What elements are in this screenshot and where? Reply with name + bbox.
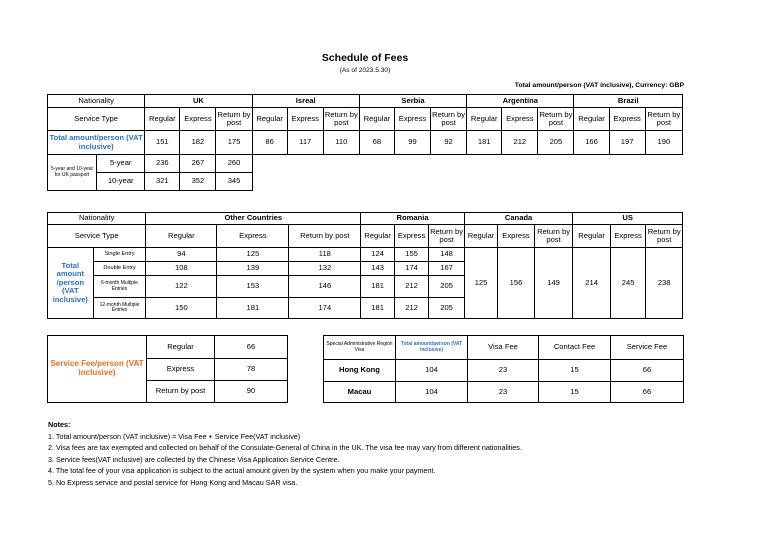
fee-cell: 205 [538, 131, 574, 155]
fee-cell: 155 [394, 248, 428, 262]
note-item: 3. Service fees(VAT inclusive) are collected by the Chinese Visa Application Service Centre. [48, 454, 340, 464]
service-type-cell: Express [147, 359, 215, 381]
sar-total-header: Total amount/person (VAT inclusive) [396, 336, 468, 360]
visa-fee-header: Visa Fee [468, 336, 539, 360]
country-header: Serbia [359, 95, 466, 108]
service-fee-label: Service Fee/person (VAT inclusive) [48, 336, 147, 403]
fee-cell: 146 [289, 276, 361, 298]
fee-cell: 139 [217, 262, 289, 276]
fee-cell: 99 [394, 131, 430, 155]
fee-cell: 245 [610, 248, 645, 319]
fee-cell: 125 [464, 248, 497, 319]
service-type-header: Service Type [48, 108, 145, 131]
currency-note: Total amount/person (VAT inclusive), Currency: GBP [514, 82, 684, 89]
fee-cell: 94 [146, 248, 217, 262]
fee-cell: 212 [394, 298, 428, 319]
uk-passport-row-label: 10-year [97, 173, 145, 191]
service-type-cell: Return by post [646, 225, 683, 248]
country-header: UK [145, 95, 252, 108]
service-type-cell: Return by post [289, 225, 361, 248]
service-type-cell: Return by post [323, 108, 359, 131]
entry-type-label: Double Entry [93, 262, 146, 276]
entry-type-label: 6-month Multiple Entries [93, 276, 146, 298]
fee-cell: 66 [215, 336, 288, 359]
fee-cell: 150 [146, 298, 217, 319]
country-header: Isreal [252, 95, 359, 108]
fee-cell: 86 [252, 131, 287, 155]
fee-cell: 104 [396, 360, 468, 382]
nationality-header: Nationality [48, 95, 145, 108]
nationality-header: Nationality [48, 213, 146, 225]
total-amount-label: Total amount/person (VAT inclusive) [48, 131, 145, 155]
fee-cell: 110 [323, 131, 359, 155]
service-type-cell: Regular [359, 108, 394, 131]
fee-cell: 104 [396, 382, 468, 403]
service-type-cell: Express [217, 225, 289, 248]
fee-cell: 153 [217, 276, 289, 298]
note-item: 5. No Express service and postal service for Hong Kong and Macau SAR visa. [48, 477, 298, 487]
fee-cell: 78 [215, 359, 288, 381]
fee-cell: 205 [429, 276, 465, 298]
country-header: Argentina [467, 95, 574, 108]
fee-cell: 267 [180, 155, 216, 173]
country-header: Other Countries [146, 213, 361, 225]
fee-cell: 182 [180, 131, 216, 155]
notes-heading: Notes: [48, 420, 71, 429]
fees-table-main [47, 94, 683, 191]
sar-region-header: Special Administrative Region Visa [324, 336, 396, 360]
fee-cell: 66 [611, 360, 684, 382]
note-item: 1. Total amount/person (VAT inclusive) = Visa Fee + Service Fee(VAT inclusive) [48, 431, 301, 441]
entry-type-label: Single Entry [93, 248, 146, 262]
fee-cell: 212 [502, 131, 538, 155]
sar-region-cell: Macau [324, 382, 396, 403]
service-fee-header: Service Fee [611, 336, 684, 360]
total-amount-label: Total amount /person (VAT inclusive) [48, 248, 94, 319]
fee-cell: 118 [289, 248, 361, 262]
fee-cell: 92 [431, 131, 467, 155]
service-type-cell: Regular [361, 225, 394, 248]
service-type-cell: Regular [467, 108, 502, 131]
fee-cell: 352 [180, 173, 216, 191]
service-type-cell: Regular [574, 108, 609, 131]
service-type-cell: Return by post [431, 108, 467, 131]
note-item: 2. Visa fees are tax exempted and collected on behalf of the Consulate-General of China in the UK. The visa fee may vary from different nationalities. [48, 443, 522, 452]
fee-cell: 190 [645, 131, 682, 155]
uk-passport-row-label: 5-year [97, 155, 145, 173]
fee-cell: 166 [574, 131, 609, 155]
service-type-cell: Express [502, 108, 538, 131]
service-type-cell: Return by post [147, 381, 215, 403]
service-type-cell: Express [609, 108, 645, 131]
fee-cell: 68 [359, 131, 394, 155]
sar-region-cell: Hong Kong [324, 360, 396, 382]
fee-cell: 156 [498, 248, 535, 319]
fee-cell: 345 [216, 173, 252, 191]
fee-cell: 214 [573, 248, 611, 319]
fee-cell: 149 [534, 248, 573, 319]
fee-cell: 90 [215, 381, 288, 403]
fee-cell: 174 [289, 298, 361, 319]
fees-table-other [47, 212, 683, 319]
fee-cell: 23 [468, 360, 539, 382]
service-type-cell: Regular [145, 108, 180, 131]
fee-cell: 181 [361, 298, 394, 319]
sar-visa-table [323, 335, 684, 403]
fee-cell: 175 [216, 131, 252, 155]
fee-cell: 108 [146, 262, 217, 276]
fee-cell: 125 [217, 248, 289, 262]
fee-cell: 66 [611, 382, 684, 403]
country-header: Canada [464, 213, 573, 225]
fee-cell: 167 [429, 262, 465, 276]
fee-cell: 197 [609, 131, 645, 155]
contact-fee-header: Contact Fee [539, 336, 611, 360]
country-header: US [573, 213, 683, 225]
fee-cell: 260 [216, 155, 252, 173]
service-type-cell: Express [498, 225, 535, 248]
fee-cell: 181 [361, 276, 394, 298]
service-type-cell: Express [394, 108, 430, 131]
fee-cell: 205 [429, 298, 465, 319]
country-header: Romania [361, 213, 464, 225]
fee-cell: 148 [429, 248, 465, 262]
fee-cell: 238 [646, 248, 683, 319]
service-type-cell: Regular [147, 336, 215, 359]
service-type-cell: Return by post [645, 108, 682, 131]
service-type-cell: Regular [464, 225, 497, 248]
fee-cell: 151 [145, 131, 180, 155]
service-type-cell: Express [180, 108, 216, 131]
fee-cell: 15 [539, 360, 611, 382]
service-type-header: Service Type [48, 225, 146, 248]
service-fee-table [47, 335, 288, 403]
service-type-cell: Return by post [429, 225, 465, 248]
page-subtitle: (As of 2023.5.30) [339, 67, 391, 74]
fee-cell: 132 [289, 262, 361, 276]
service-type-cell: Return by post [534, 225, 573, 248]
service-type-cell: Regular [252, 108, 287, 131]
fee-cell: 181 [467, 131, 502, 155]
fee-cell: 236 [145, 155, 180, 173]
fee-cell: 212 [394, 276, 428, 298]
uk-passport-label: 5-year and 10-year for UK passport [48, 155, 97, 191]
note-item: 4. The total fee of your visa application is subject to the actual amount given by the system when you make your payment. [48, 466, 436, 475]
fee-cell: 143 [361, 262, 394, 276]
service-type-cell: Return by post [538, 108, 574, 131]
service-type-cell: Return by post [216, 108, 252, 131]
country-header: Brazil [574, 95, 683, 108]
fee-cell: 321 [145, 173, 180, 191]
fee-cell: 117 [287, 131, 323, 155]
service-type-cell: Express [610, 225, 645, 248]
fee-cell: 124 [361, 248, 394, 262]
service-type-cell: Express [394, 225, 428, 248]
service-type-cell: Regular [146, 225, 217, 248]
fee-cell: 122 [146, 276, 217, 298]
fee-cell: 181 [217, 298, 289, 319]
notes-section [48, 419, 522, 488]
fee-cell: 15 [539, 382, 611, 403]
service-type-cell: Express [287, 108, 323, 131]
fee-cell: 174 [394, 262, 428, 276]
service-type-cell: Regular [573, 225, 611, 248]
entry-type-label: 12-month Multiple Entries [93, 298, 146, 319]
page-title: Schedule of Fees [321, 52, 409, 64]
fee-cell: 23 [468, 382, 539, 403]
